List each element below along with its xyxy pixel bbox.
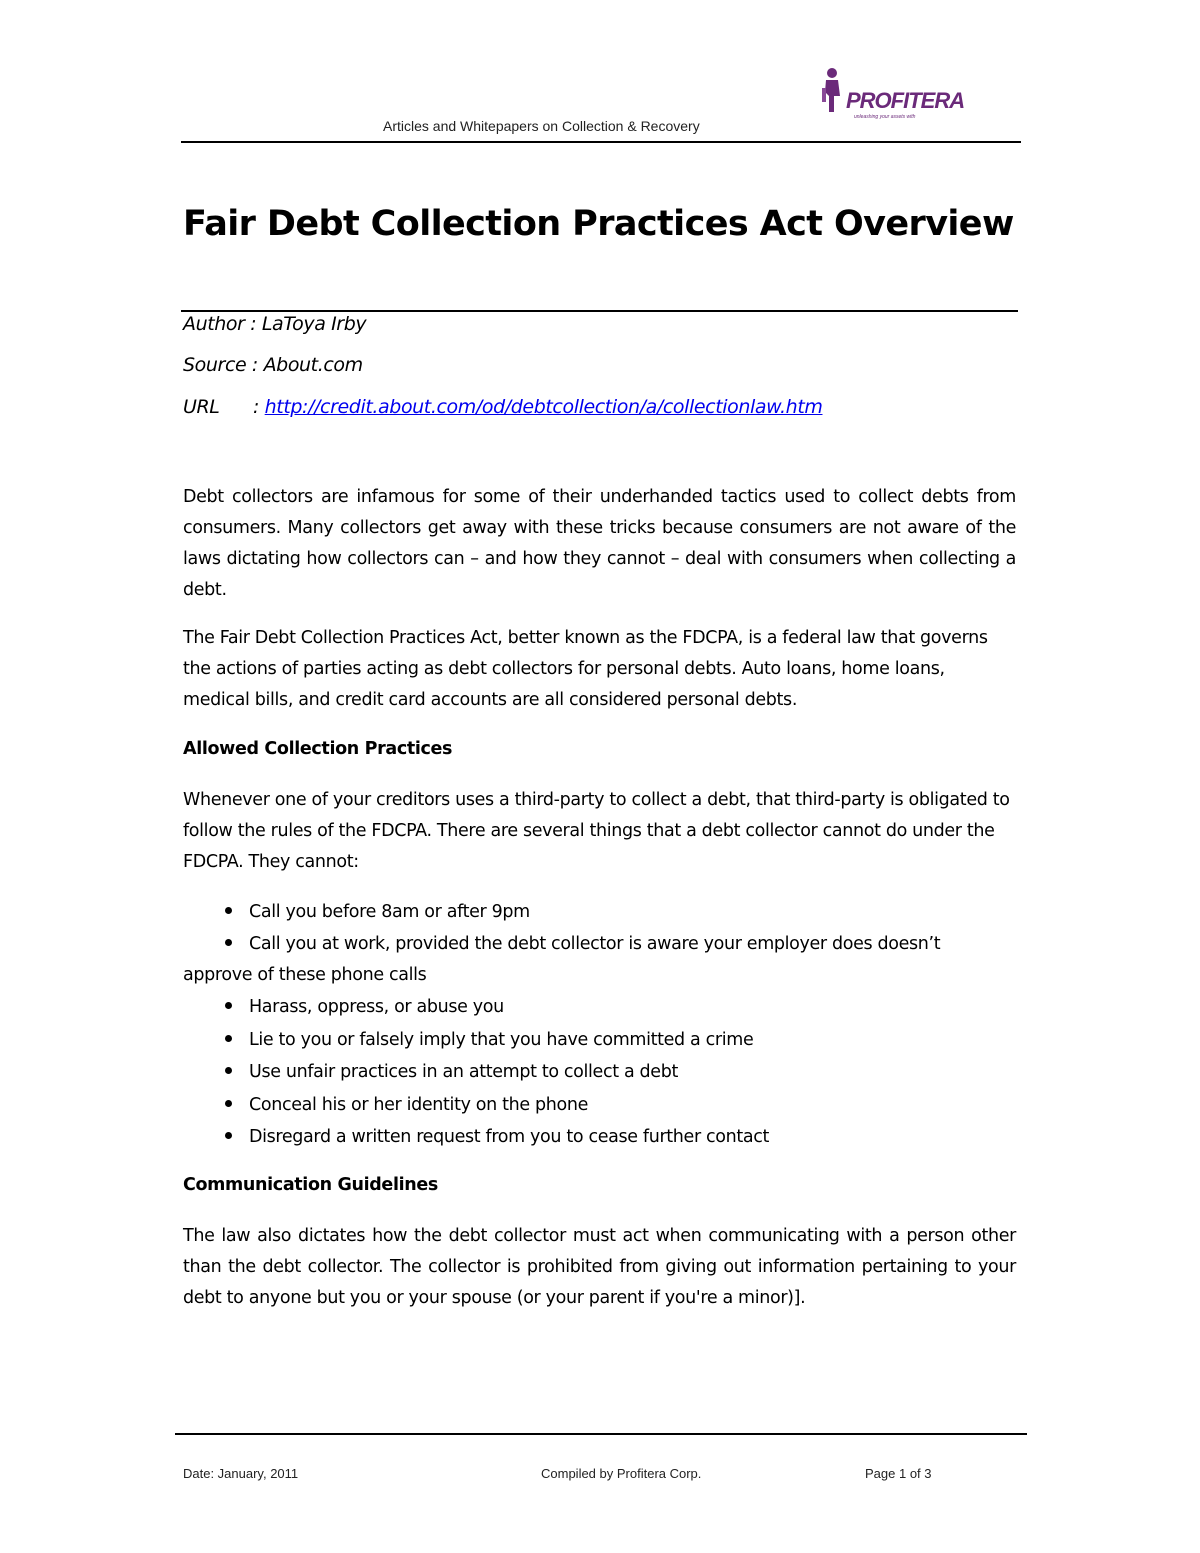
bullet-icon xyxy=(225,1002,232,1009)
list-item-continuation: approve of these phone calls xyxy=(183,965,427,985)
fdcpa-paragraph: The Fair Debt Collection Practices Act, better known as the FDCPA, is a federal law that governs the actions of parties acting as debt collectors for personal debts. Auto loans, home loans, medical bills, and credit card accounts are all considered personal debts. xyxy=(183,628,988,710)
list-item: Use unfair practices in an attempt to collect a debt xyxy=(183,1062,678,1082)
bullet-icon xyxy=(225,1067,232,1074)
title-divider xyxy=(181,310,1018,312)
header-divider xyxy=(181,141,1021,143)
footer-date: Date: January, 2011 xyxy=(183,1466,299,1481)
communication-guidelines-heading: Communication Guidelines xyxy=(183,1175,438,1195)
author-label: Author : xyxy=(183,313,262,335)
profitera-logo xyxy=(820,66,965,128)
footer-divider xyxy=(175,1433,1027,1435)
bullet-icon xyxy=(225,1035,232,1042)
url-label: URL xyxy=(183,396,220,418)
running-header: Articles and Whitepapers on Collection & Recovery xyxy=(383,118,700,134)
bullet-icon xyxy=(225,907,232,914)
logo-tagline: unleashing your assets with xyxy=(854,114,916,120)
list-item: Lie to you or falsely imply that you have committed a crime xyxy=(183,1030,753,1050)
document-title: Fair Debt Collection Practices Act Overview xyxy=(183,204,1014,244)
communication-guidelines-paragraph: The law also dictates how the debt collector must act when communicating with a person other than the debt collector. The collector is prohibited from giving out information pertaining to your debt to anyone but you or your spouse (or your parent if you're a minor)]. xyxy=(183,1226,1016,1308)
footer-compiled-by: Compiled by Profitera Corp. xyxy=(541,1466,702,1481)
list-item: Call you at work, provided the debt collector is aware your employer does doesn’t xyxy=(183,934,940,954)
logo-wordmark: PROFITERA xyxy=(846,88,965,113)
author-value: LaToya Irby xyxy=(261,313,367,335)
footer-page-number: Page 1 of 3 xyxy=(865,1466,932,1481)
bullet-icon xyxy=(225,1100,232,1107)
list-item: Conceal his or her identity on the phone xyxy=(183,1095,588,1115)
intro-paragraph: Debt collectors are infamous for some of their underhanded tactics used to collect debts from consumers. Many collectors get away with these tricks because consumers are not aware of the laws dictating how collectors can – and how they cannot – deal with consumers when collecting a debt. xyxy=(183,487,1016,600)
url-separator: : xyxy=(253,396,260,418)
list-item: Harass, oppress, or abuse you xyxy=(183,997,504,1017)
source-url-link[interactable]: http://credit.about.com/od/debtcollection/a/collectionlaw.htm xyxy=(264,396,823,418)
author-line xyxy=(183,313,366,335)
list-item: Call you before 8am or after 9pm xyxy=(183,902,530,922)
source-line xyxy=(183,354,363,376)
list-item: Disregard a written request from you to cease further contact xyxy=(183,1127,769,1147)
source-value: About.com xyxy=(263,354,363,376)
bullet-icon xyxy=(225,939,232,946)
url-line xyxy=(183,396,822,418)
allowed-practices-heading: Allowed Collection Practices xyxy=(183,739,453,759)
allowed-practices-paragraph: Whenever one of your creditors uses a third-party to collect a debt, that third-party is obligated to follow the rules of the FDCPA. There are several things that a debt collector cannot do under the FDCPA. They cannot: xyxy=(183,790,1010,872)
bullet-icon xyxy=(225,1132,232,1139)
source-label: Source : xyxy=(183,354,264,376)
